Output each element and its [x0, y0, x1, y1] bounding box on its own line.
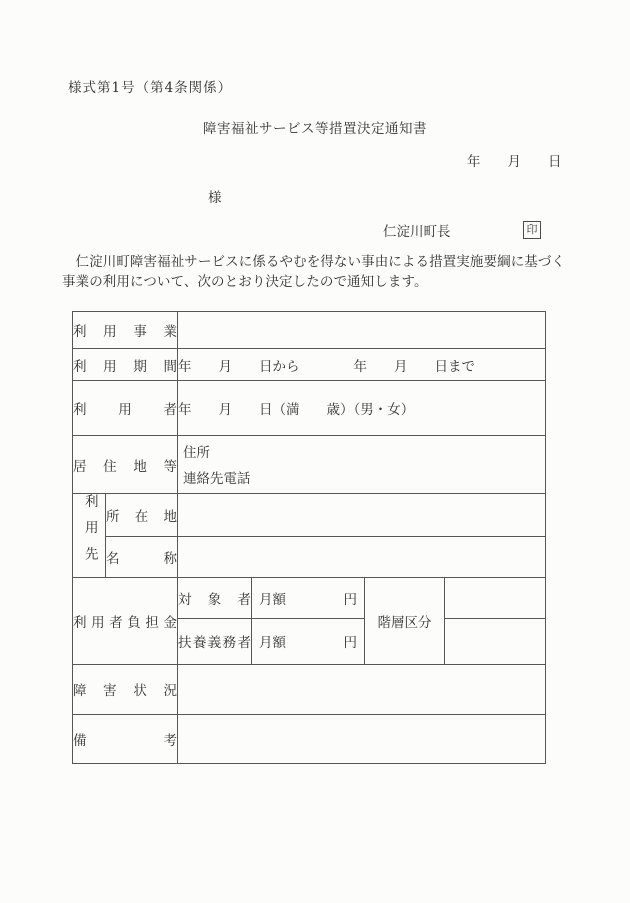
fee-tier-value-cell-2	[445, 618, 546, 664]
fee-tier-label: 階層区分	[365, 577, 445, 664]
row-disability	[73, 664, 546, 714]
period-value-cell: 年 月 日から 年 月 日まで	[178, 349, 546, 381]
fee-monthly-label: 月額	[259, 591, 286, 608]
fee-yen-label: 円	[343, 635, 357, 652]
residence-address-label: 住所	[183, 444, 210, 461]
row-residence	[73, 436, 546, 494]
fee-dependent-label: 扶養義務者	[178, 618, 252, 664]
row-facility-location	[73, 494, 546, 537]
facility-group-cell	[73, 494, 106, 578]
facility-location-value-cell	[178, 494, 546, 537]
facility-location-label: 所在地	[106, 494, 178, 537]
user-value-cell: 年 月 日（満 歳）（男・女）	[178, 381, 546, 436]
fee-tier-value-cell-1	[445, 577, 546, 618]
disability-value-cell	[178, 664, 546, 714]
facility-group-label: 利用先	[81, 494, 98, 573]
form-number: 様式第1号（第4条関係）	[68, 80, 233, 96]
fee-label: 利用者負担金	[73, 577, 178, 664]
residence-label: 居住地等	[73, 436, 178, 494]
row-user	[73, 381, 546, 436]
fee-monthly-label: 月額	[259, 635, 286, 652]
body-paragraph: 仁淀川町障害福祉サービスに係るやむを得ない事由による措置実施要綱に基づく事業の利用について、次のとおり決定したので通知します。	[62, 254, 566, 290]
facility-name-value-cell	[178, 536, 546, 577]
disability-label: 障害状況	[73, 664, 178, 714]
addressee-suffix: 様	[208, 190, 222, 206]
seal-box: 印	[523, 221, 541, 239]
notice-form-table	[72, 311, 546, 764]
row-period	[73, 349, 546, 381]
remarks-value-cell	[178, 714, 546, 763]
remarks-label: 備考	[73, 714, 178, 763]
mayor-title: 仁淀川町長	[383, 224, 451, 240]
fee-target-label: 対象者	[178, 577, 252, 618]
business-label: 利用事業	[73, 312, 178, 349]
row-remarks	[73, 714, 546, 763]
residence-phone-label: 連絡先電話	[183, 470, 251, 487]
mayor-signature-line	[383, 220, 541, 240]
fee-target-amount-cell	[252, 577, 365, 618]
date-line: 年 月 日	[467, 154, 562, 170]
residence-value-cell	[178, 436, 546, 494]
row-business	[73, 312, 546, 349]
user-label: 利用者	[73, 381, 178, 436]
row-fee-target	[73, 577, 546, 618]
period-label: 利用期間	[73, 349, 178, 381]
document-title: 障害福祉サービス等措置決定通知書	[203, 121, 427, 137]
fee-yen-label: 円	[343, 591, 357, 608]
business-value-cell	[178, 312, 546, 349]
fee-dependent-amount-cell	[252, 618, 365, 664]
facility-name-label: 名称	[106, 536, 178, 577]
row-facility-name	[73, 536, 546, 577]
